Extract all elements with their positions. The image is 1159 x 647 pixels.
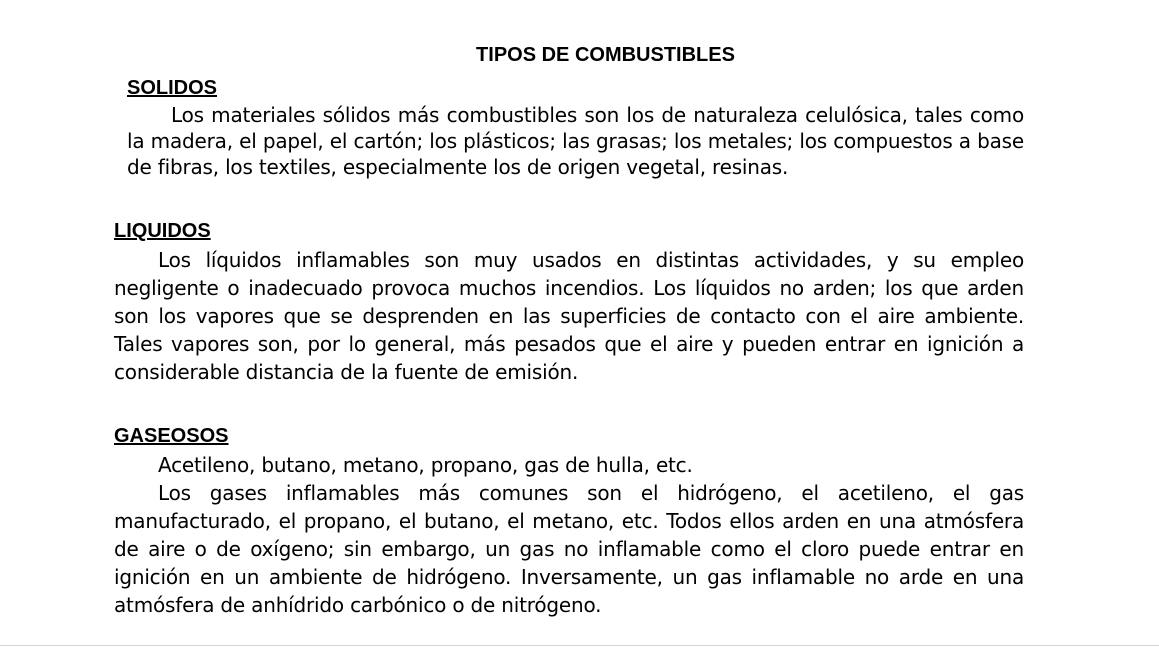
paragraph-gaseosos: Los gases inflamables más comunes son el hidrógeno, el acetileno, el gas manufacturado, el propano, el butano, el metano, etc. Todos ellos arden en una atmósfera de aire o de oxígeno; sin embargo, un gas no inflamable como el cloro puede entrar en ignición en un ambiente de hidrógeno. Inversamente, un gas inflamable no arde en una atmósfera de anhídrido carbónico o de nitrógeno. xyxy=(114,481,1024,617)
page-bottom-border xyxy=(0,645,1159,646)
heading-gaseosos: GASEOSOS xyxy=(114,425,229,447)
document-title: TIPOS DE COMBUSTIBLES xyxy=(476,44,735,66)
paragraph-liquidos: Los líquidos inflamables son muy usados en distintas actividades, y su empleo negligente o inadecuado provoca muchos incendios. Los líquidos no arden; los que arden son los vapores que se desprenden en las superficies de contacto con el aire ambiente. Tales vapores son, por lo general, más pesados que el aire y pueden entrar en ignición a considerable distancia de la fuente de emisión. xyxy=(114,248,1024,384)
paragraph-gaseosos-examples: Acetileno, butano, metano, propano, gas de hulla, etc. xyxy=(158,453,693,477)
heading-liquidos: LIQUIDOS xyxy=(114,220,211,242)
heading-solidos: SOLIDOS xyxy=(127,77,218,99)
paragraph-solidos: Los materiales sólidos más combustibles son los de naturaleza celulósica, tales como la madera, el papel, el cartón; los plásticos; las grasas; los metales; los compuestos a base de fibras, los textiles, especialmente los de origen vegetal, resinas. xyxy=(127,103,1024,179)
